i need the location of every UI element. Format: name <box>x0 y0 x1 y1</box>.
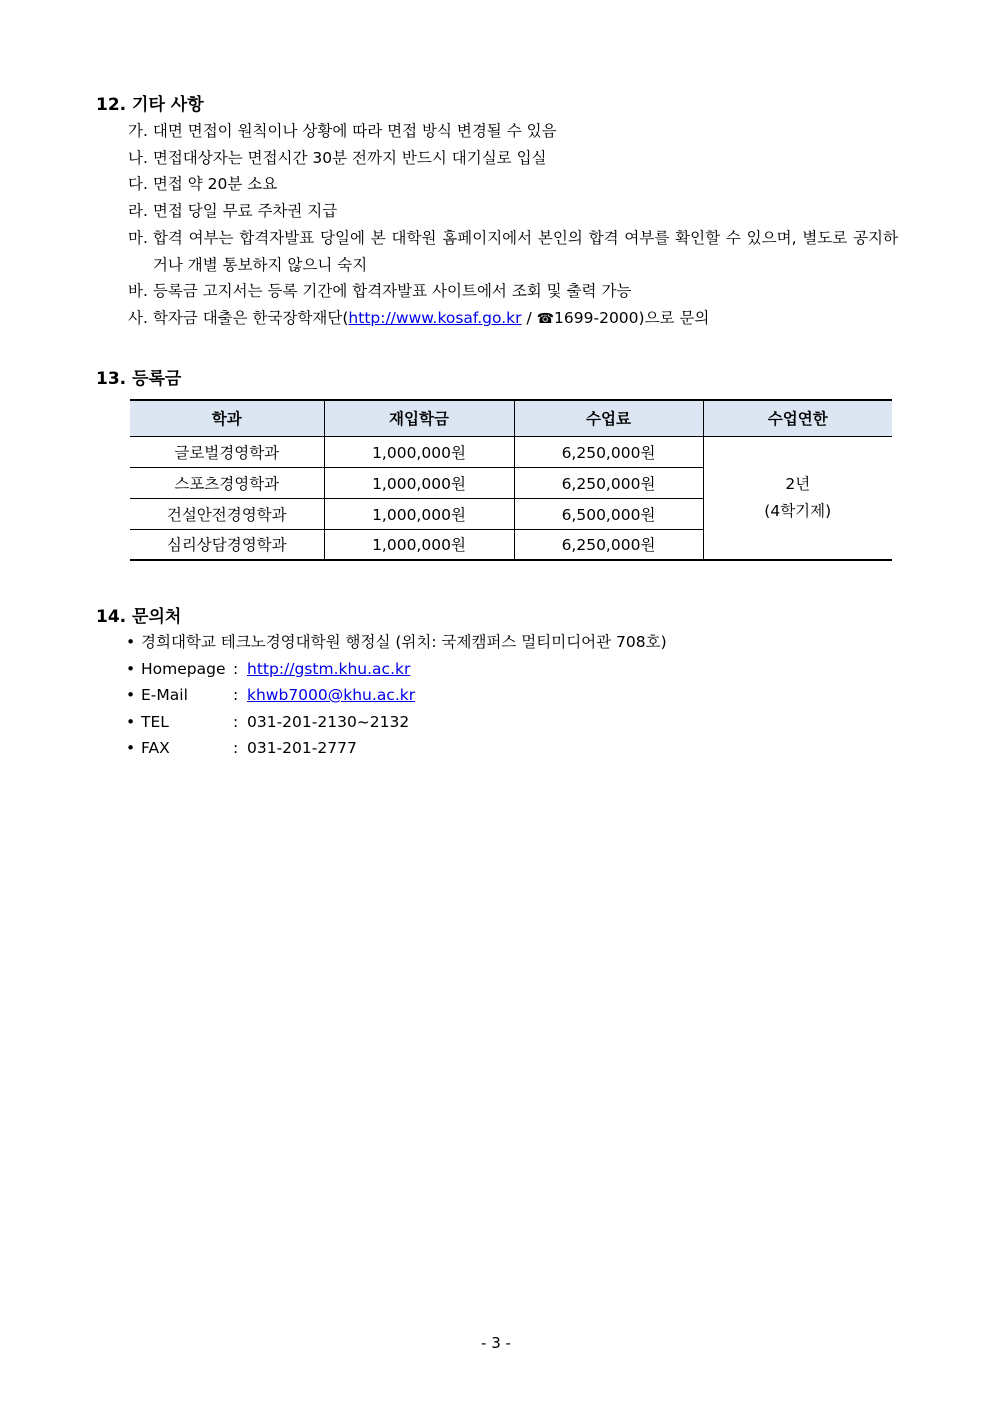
readmission-cell: 1,000,000원 <box>324 529 514 560</box>
bullet-icon: • <box>126 686 136 704</box>
contact-label: Homepage <box>141 659 226 678</box>
list-item <box>128 145 898 172</box>
item-text: 면접 당일 무료 주차권 지급 <box>152 202 338 221</box>
homepage-link[interactable]: http://gstm.khu.ac.kr <box>247 659 411 678</box>
contact-separator: : <box>233 712 239 731</box>
list-item <box>128 171 898 198</box>
contact-separator: : <box>233 659 239 678</box>
phone-icon: ☎ <box>536 310 555 327</box>
item-marker: 다. <box>128 175 148 194</box>
dept-cell: 스포츠경영학과 <box>130 467 324 498</box>
kosaf-link[interactable]: http://www.kosaf.go.kr <box>348 308 522 327</box>
contact-office <box>126 629 667 656</box>
dept-cell: 글로벌경영학과 <box>130 436 324 467</box>
list-item <box>128 118 898 145</box>
readmission-cell: 1,000,000원 <box>324 498 514 529</box>
list-item <box>128 305 898 333</box>
tuition-cell: 6,250,000원 <box>514 467 703 498</box>
duration-semesters: (4학기제) <box>764 501 832 520</box>
header-tuition: 수업료 <box>514 400 703 436</box>
tuition-table <box>130 399 892 561</box>
list-item <box>128 278 898 305</box>
contact-label: FAX <box>141 739 170 757</box>
tuition-cell: 6,250,000원 <box>514 529 703 560</box>
tuition-cell: 6,250,000원 <box>514 436 703 467</box>
duration-years: 2년 <box>785 474 811 493</box>
item-text: 등록금 고지서는 등록 기간에 합격자발표 사이트에서 조회 및 출력 가능 <box>152 282 632 301</box>
item-marker: 바. <box>128 282 148 301</box>
fax-value: 031-201-2777 <box>247 739 357 757</box>
table-header-row <box>130 400 892 436</box>
page-number: - 3 - <box>481 1334 511 1352</box>
item-text: 면접 약 20분 소요 <box>152 175 278 194</box>
bullet-icon: • <box>126 712 136 731</box>
table-row <box>130 436 892 467</box>
item-text: 면접대상자는 면접시간 30분 전까지 반드시 대기실로 입실 <box>152 148 547 167</box>
contact-separator: : <box>233 686 239 704</box>
contact-fax <box>126 735 667 762</box>
dept-cell: 건설안전경영학과 <box>130 498 324 529</box>
section-13-title: 13. 등록금 <box>96 369 182 389</box>
readmission-cell: 1,000,000원 <box>324 467 514 498</box>
item-text: 합격 여부는 합격자발표 당일에 본 대학원 홈페이지에서 본인의 합격 여부를 확인할 수 있으며, 별도로 공지하거나 개별 통보하지 않으니 숙지 <box>152 228 898 274</box>
contact-homepage <box>126 656 667 683</box>
contact-tel <box>126 709 667 736</box>
item-marker: 라. <box>128 202 148 221</box>
contact-label: E-Mail <box>141 686 188 704</box>
separator-text: / <box>521 308 537 327</box>
item-marker: 가. <box>128 122 148 140</box>
header-readmission: 재입학금 <box>324 400 514 436</box>
tel-value: 031-201-2130~2132 <box>247 712 410 731</box>
office-text: 경희대학교 테크노경영대학원 행정실 (위치: 국제캠퍼스 멀티미디어관 708호) <box>141 633 667 651</box>
tuition-cell: 6,500,000원 <box>514 498 703 529</box>
item-marker: 사. <box>128 308 148 327</box>
loan-text: 학자금 대출은 한국장학재단( <box>152 308 349 327</box>
header-dept: 학과 <box>130 400 324 436</box>
bullet-icon: • <box>126 739 136 757</box>
contact-email <box>126 682 667 709</box>
list-item <box>128 225 898 278</box>
header-duration: 수업연한 <box>703 400 892 436</box>
bullet-icon: • <box>126 633 136 651</box>
list-item <box>128 198 898 225</box>
dept-cell: 심리상담경영학과 <box>130 529 324 560</box>
readmission-cell: 1,000,000원 <box>324 436 514 467</box>
contact-separator: : <box>233 739 239 757</box>
duration-cell <box>703 436 892 560</box>
contact-label: TEL <box>141 712 169 731</box>
contact-list <box>126 629 667 762</box>
section-14-title: 14. 문의처 <box>96 607 182 627</box>
item-marker: 마. <box>128 228 148 247</box>
email-link[interactable]: khwb7000@khu.ac.kr <box>247 686 416 704</box>
section-12-list <box>128 118 898 333</box>
phone-text: 1699-2000)으로 문의 <box>554 308 710 327</box>
bullet-icon: • <box>126 659 136 678</box>
item-text <box>153 305 898 333</box>
item-text: 대면 면접이 원칙이나 상황에 따라 면접 방식 변경될 수 있음 <box>152 122 557 140</box>
item-marker: 나. <box>128 148 148 167</box>
section-12-title: 12. 기타 사항 <box>96 95 204 115</box>
